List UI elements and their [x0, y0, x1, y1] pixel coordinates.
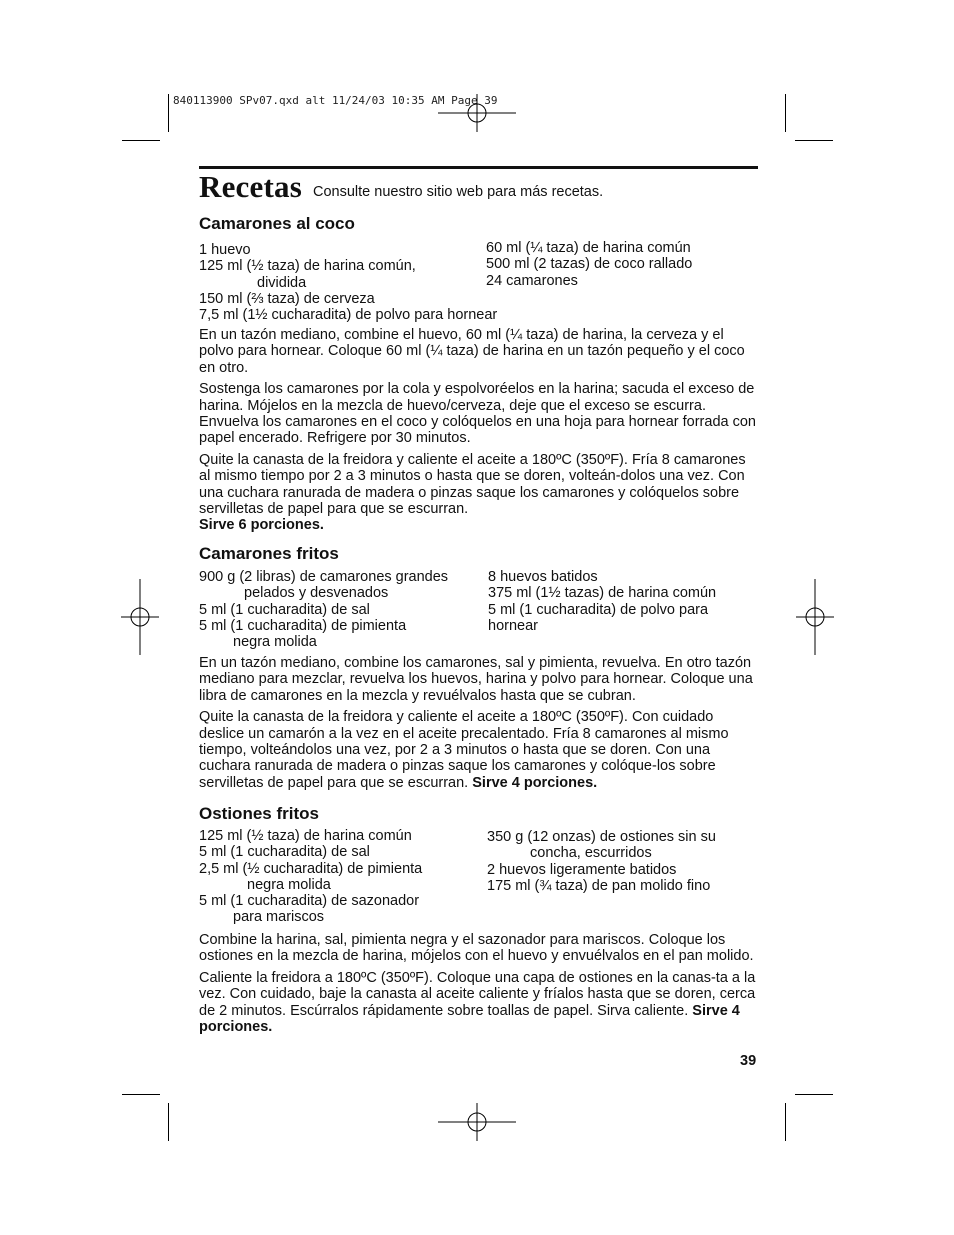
ingredient-item: negra molida	[233, 634, 317, 651]
ingredient-item: 900 g (2 libras) de camarones grandes	[199, 569, 449, 585]
paragraph-text: En un tazón mediano, combine los camarones, sal y pimienta, revuelva. En otro tazón mediano para mezclar, revuelva los huevos, harina y polvo para hornear. Coloque una libra de camarones en la mezcla y revuélvalos hasta que se cubran.	[199, 655, 753, 704]
ingredients-right	[486, 240, 758, 289]
paragraph-text: Caliente la freidora a 180ºC (350ºF). Coloque una capa de ostiones en la canas-ta a la vez. Con cuidado, baje la canasta al aceite caliente y fríalos hasta que se doren, cerca de 2 minutos. Escúrralos rápidamente sobre toallas de papel. Sirva caliente.	[199, 969, 756, 1019]
recipe-paragraph	[199, 655, 758, 704]
ingredient-item: hornear	[488, 617, 538, 634]
ingredient-item: 5 ml (1 cucharadita) de polvo para	[488, 601, 709, 618]
page-subtitle: Consulte nuestro sitio web para más recetas.	[313, 184, 604, 200]
ingredient-item: 2,5 ml (½ cucharadita) de pimienta	[199, 860, 423, 877]
ingredient-item: 350 g (12 onzas) de ostiones sin su	[487, 829, 716, 845]
ingredient-item: concha, escurridos	[530, 845, 652, 862]
ingredients-right	[487, 829, 758, 894]
ingredient-item: para mariscos	[233, 909, 325, 926]
page-content	[199, 166, 758, 1036]
ingredient-item: 5 ml (1 cucharadita) de sazonador	[199, 893, 420, 910]
registration-mark-left	[121, 579, 159, 655]
ingredient-item: 24 camarones	[486, 272, 578, 289]
registration-mark-bottom	[438, 1103, 516, 1141]
crop-mark-bottom-left-v	[168, 1103, 169, 1141]
recipe-ostiones-fritos	[199, 803, 758, 1035]
ingredient-item: 375 ml (1½ tazas) de harina común	[488, 585, 717, 602]
recipe-title: Ostiones fritos	[199, 804, 319, 823]
ingredient-item: 150 ml (⅔ taza) de cerveza	[199, 290, 375, 307]
ingredient-item: 60 ml (¼ taza) de harina común	[486, 240, 691, 256]
recipe-camarones-al-coco	[199, 213, 758, 534]
crop-mark-bottom-left-h	[122, 1094, 160, 1095]
recipe-paragraph	[199, 970, 758, 1036]
ingredient-item: 1 huevo	[199, 242, 251, 258]
recipe-camarones-fritos	[199, 543, 758, 791]
paragraph-text: Quite la canasta de la freidora y caliente el aceite a 180ºC (350ºF). Con cuidado deslice un camarón a la vez en el aceite precalentado. Fría 8 camarones al mismo tiempo, volteándolos una vez, por 2 a 3 minutos o hasta que se doren. Con una cuchara ranurada de madera o pinzas saque los camarones y colóque-los sobre servilletas de papel para que se escurran.	[199, 709, 729, 791]
crop-mark-bottom-right-v	[785, 1103, 786, 1141]
ingredients-right	[488, 569, 758, 634]
crop-mark-top-right-v	[785, 94, 786, 132]
printer-slug: 840113900 SPv07.qxd alt 11/24/03 10:35 AM Page 39	[173, 94, 498, 107]
servings: Sirve 4 porciones.	[472, 774, 598, 791]
ingredient-item: negra molida	[247, 876, 331, 893]
ingredient-item: 5 ml (1 cucharadita) de sal	[199, 844, 370, 861]
ingredient-item: 125 ml (½ taza) de harina común	[199, 828, 412, 844]
ingredients-left	[199, 828, 489, 926]
recipe-title: Camarones al coco	[199, 214, 355, 233]
registration-mark-right	[796, 579, 834, 655]
servings: Sirve 6 porciones.	[199, 517, 324, 534]
paragraph-text: En un tazón mediano, combine el huevo, 60 ml (¼ taza) de harina, la cerveza y el polvo para hornear. Coloque 60 ml (¼ taza) de harina en un tazón pequeño y el coco en otro.	[199, 327, 745, 376]
ingredient-item: dividida	[257, 274, 307, 291]
recipe-paragraph	[199, 381, 758, 447]
ingredient-item: 5 ml (1 cucharadita) de sal	[199, 601, 370, 618]
recipe-paragraph	[199, 452, 758, 534]
ingredient-item: 125 ml (½ taza) de harina común,	[199, 258, 416, 275]
recipe-paragraph	[199, 327, 758, 376]
page-header	[199, 169, 758, 203]
crop-mark-top-left-h	[122, 140, 160, 141]
ingredient-item: 5 ml (1 cucharadita) de pimienta	[199, 617, 407, 634]
paragraph-text: Sostenga los camarones por la cola y espolvoréelos en la harina; sacuda el exceso de harina. Mójelos en la mezcla de huevo/cerveza, deje que el exceso se escurra. Envuelva los camarones en el coco y colóquelos en una hoja para hornear forrada con papel encerado. Refrigere por 30 minutos.	[199, 381, 756, 447]
crop-mark-bottom-right-h	[795, 1094, 833, 1095]
paragraph-text: Combine la harina, sal, pimienta negra y el sazonador para mariscos. Coloque los ostiones en la mezcla de harina, mójelos con el huevo y envuélvalos en el pan molido.	[199, 932, 754, 965]
paragraph-text: Quite la canasta de la freidora y caliente el aceite a 180ºC (350ºF). Fría 8 camarones al mismo tiempo por 2 a 3 minutos o hasta que se doren, volteán-dolos una vez. Con una cuchara ranurada de madera o pinzas saque los camarones y colóquelos sobre servilletas de papel para que se escurran.	[199, 451, 746, 518]
crop-mark-top-left-v	[168, 94, 169, 132]
ingredient-item: 175 ml (¾ taza) de pan molido fino	[487, 877, 711, 894]
page-number: 39	[740, 1053, 757, 1069]
page-title: Recetas	[199, 169, 302, 204]
ingredient-item: 7,5 ml (1½ cucharadita) de polvo para hornear	[199, 307, 498, 324]
recipe-paragraph	[199, 709, 758, 791]
recipe-title: Camarones fritos	[199, 544, 339, 563]
ingredient-item: 8 huevos batidos	[488, 569, 598, 585]
ingredients-left	[199, 569, 489, 650]
servings: Sirve 4 porciones.	[199, 1002, 740, 1036]
registration-mark-top	[438, 94, 516, 132]
ingredient-item: 500 ml (2 tazas) de coco rallado	[486, 256, 693, 273]
ingredient-item: pelados y desvenados	[244, 585, 389, 602]
crop-mark-top-right-h	[795, 140, 833, 141]
ingredient-item: 2 huevos ligeramente batidos	[487, 861, 677, 878]
ingredients-left	[199, 242, 529, 323]
recipe-paragraph	[199, 932, 758, 965]
